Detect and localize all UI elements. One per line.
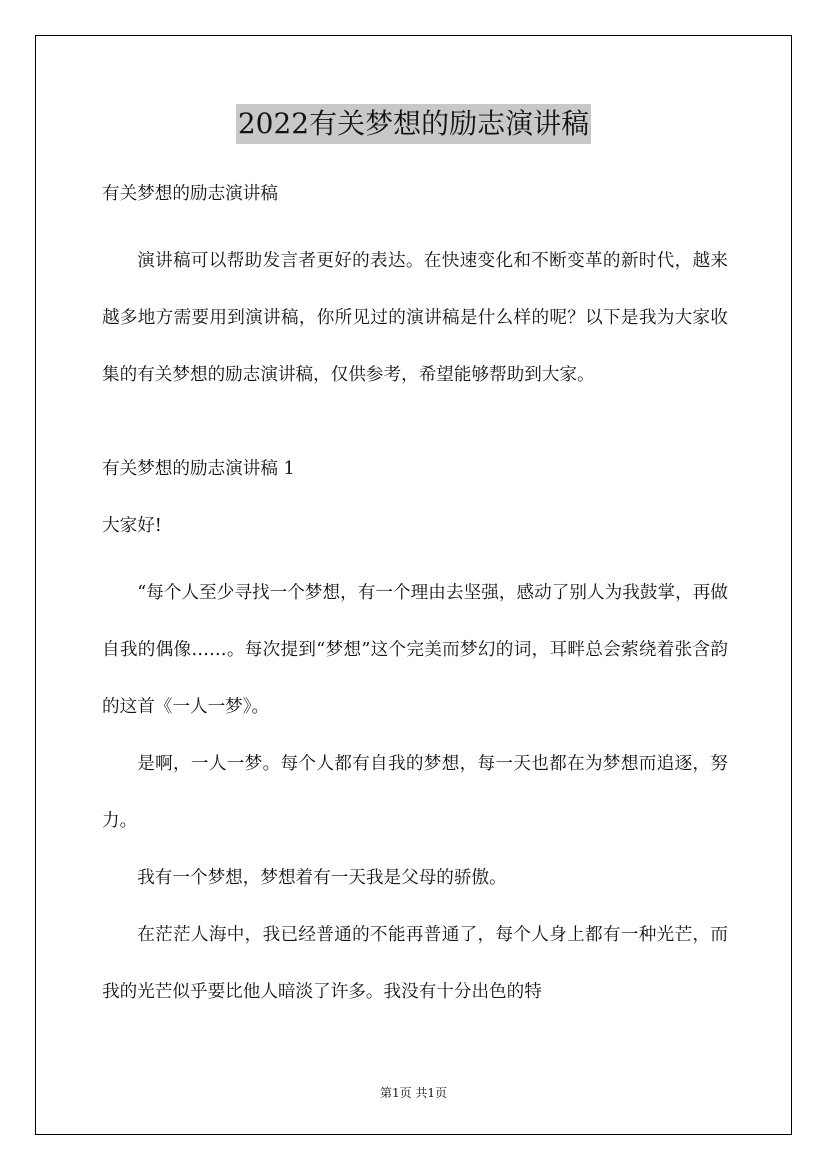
body-paragraph-3: 我有一个梦想，梦想着有一天我是父母的骄傲。 [137,868,507,888]
page-footer: 第1页 共1页 [379,1086,448,1100]
document-page [35,35,792,1135]
body-paragraph-1: “每个人至少寻找一个梦想，有一个理由去坚强，感动了别人为我鼓掌，再做自我的偶像……。每次提到“梦想”这个完美而梦幻的词，耳畔总会萦绕着张含韵的这首《一人一梦》。 [102,583,728,717]
section-heading: 有关梦想的励志演讲稿 1 [102,459,295,479]
title-container [36,104,791,144]
greeting: 大家好! [102,516,162,536]
section-gap [102,404,728,451]
body-paragraph-2: 是啊，一人一梦。每个人都有自我的梦想，每一天也都在为梦想而追逐，努力。 [102,754,728,831]
document-title: 2022有关梦想的励志演讲稿 [236,104,591,144]
intro-paragraph: 演讲稿可以帮助发言者更好的表达。在快速变化和不断变革的新时代，越来越多地方需要用到演讲稿，你所见过的演讲稿是什么样的呢？以下是我为大家收集的有关梦想的励志演讲稿，仅供参考，希望能够帮助到大家。 [102,251,728,385]
document-body [102,176,728,1021]
body-paragraph-4: 在茫茫人海中，我已经普通的不能再普通了，每个人身上都有一种光芒，而我的光芒似乎要比他人暗淡了许多。我没有十分出色的特 [102,925,728,1002]
document-subtitle: 有关梦想的励志演讲稿 [102,184,278,204]
